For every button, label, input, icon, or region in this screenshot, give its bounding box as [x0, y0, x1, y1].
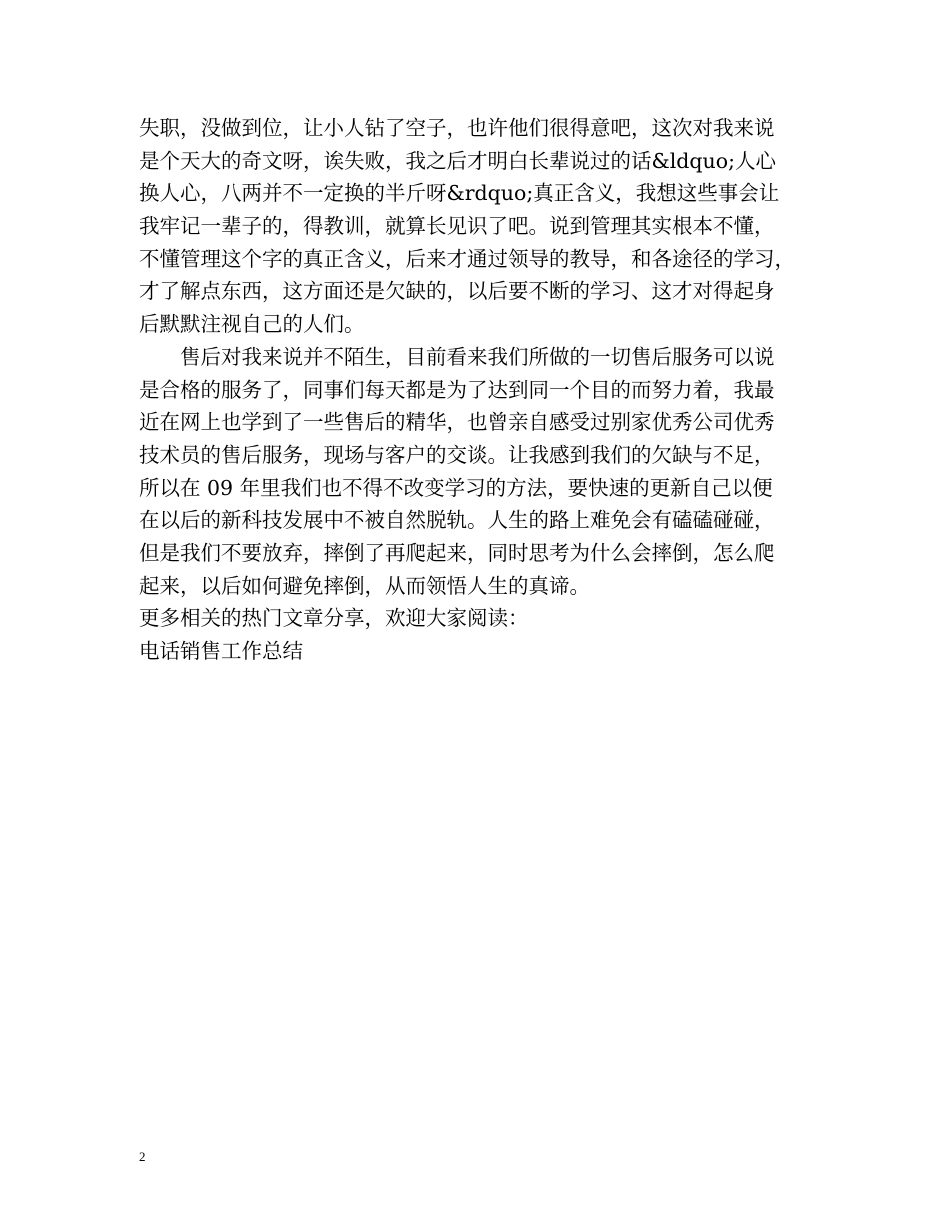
paragraph-line: 失职，没做到位，让小人钻了空子，也许他们很得意吧，这次对我来说 [139, 116, 775, 140]
paragraph-line: 是合格的服务了，同事们每天都是为了达到同一个目的而努力着，我最 [139, 377, 775, 402]
paragraph-line: 近在网上也学到了一些售后的精华，也曾亲自感受过别家优秀公司优秀 [139, 410, 775, 435]
paragraph-line: 后默默注视自己的人们。 [139, 312, 365, 337]
related-article-link[interactable]: 电话销售工作总结 [139, 639, 303, 663]
paragraph-line: 不懂管理这个字的真正含义，后来才通过领导的教导，和各途径的学习， [139, 246, 795, 271]
paragraph-line: 才了解点东西，这方面还是欠缺的，以后要不断的学习、这才对得起身 [139, 279, 775, 304]
paragraph-line: 我牢记一辈子的，得教训，就算长见识了吧。说到管理其实根本不懂， [139, 214, 775, 239]
paragraph-line: 售后对我来说并不陌生，目前看来我们所做的一切售后服务可以说 [139, 344, 775, 369]
more-articles-text: 更多相关的热门文章分享，欢迎大家阅读： [139, 606, 529, 631]
paragraph-line: 所以在 09 年里我们也不得不改变学习的方法，要快速的更新自己以便 [139, 475, 773, 500]
paragraph-line: 技术员的售后服务，现场与客户的交谈。让我感到我们的欠缺与不足， [139, 442, 775, 467]
paragraph-line: 但是我们不要放弃，摔倒了再爬起来，同时思考为什么会摔倒，怎么爬 [139, 540, 775, 565]
document-body [139, 112, 819, 668]
paragraph-line: 起来，以后如何避免摔倒，从而领悟人生的真谛。 [139, 573, 590, 598]
paragraph-line: 换人心，八两并不一定换的半斤呀&rdquo;真正含义，我想这些事会让 [139, 181, 780, 206]
paragraph-line: 是个天大的奇文呀，诶失败，我之后才明白长辈说过的话&ldquo;人心 [139, 148, 776, 173]
page-number: 2 [139, 1149, 146, 1164]
paragraph-line: 在以后的新科技发展中不被自然脱轨。人生的路上难免会有磕磕碰碰， [139, 508, 775, 533]
paragraph-1 [139, 112, 819, 341]
paragraph-2 [139, 341, 819, 603]
